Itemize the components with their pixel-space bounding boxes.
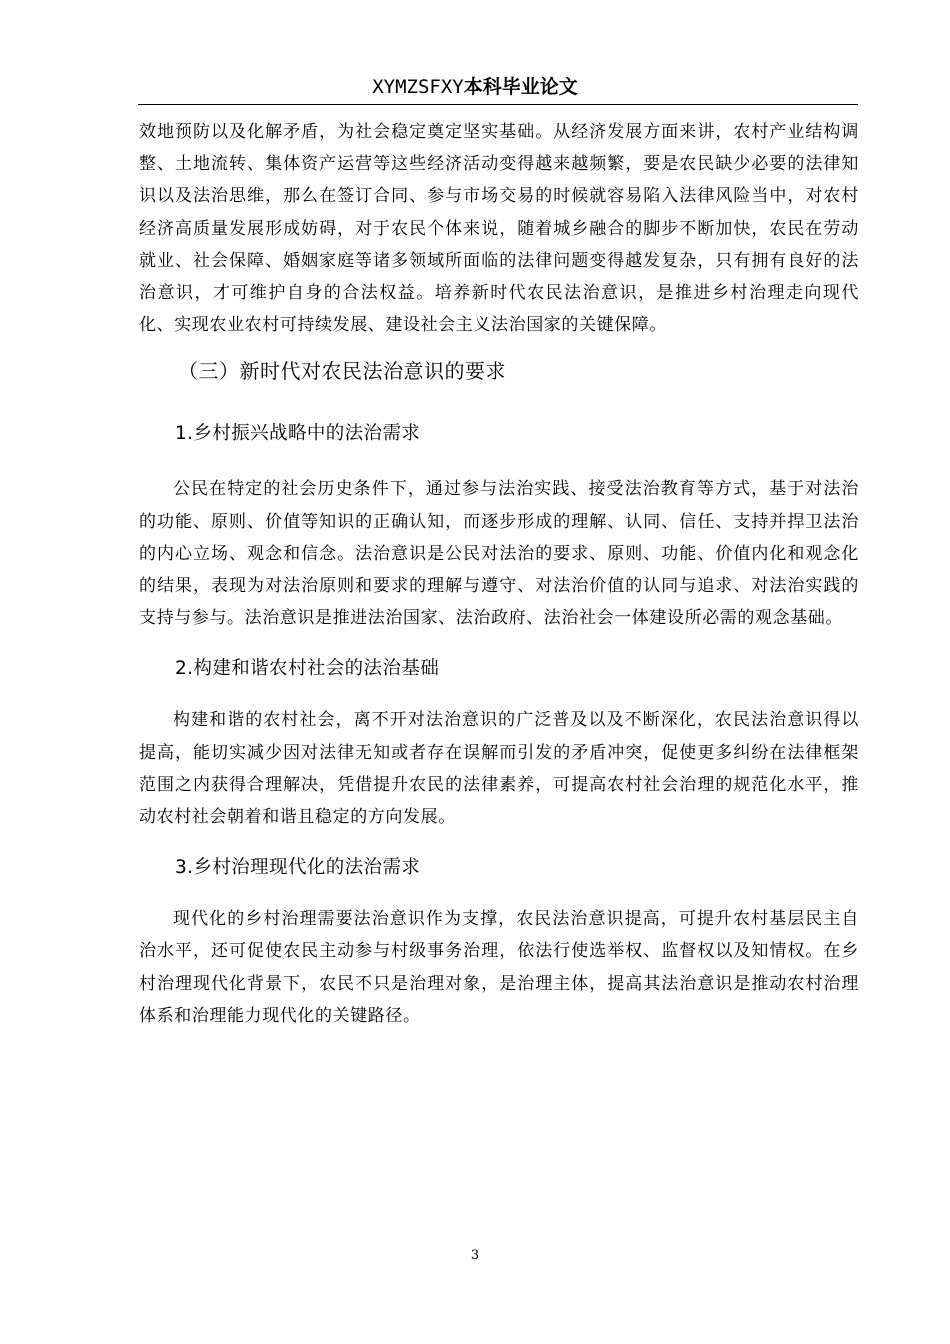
subsection-paragraph-3: 现代化的乡村治理需要法治意识作为支撑，农民法治意识提高，可提升农村基层民主自治水平，还可促使农民主动参与村级事务治理，依法行使选举权、监督权以及知情权。在乡村治理现代化背景下，农民不只是治理对象，是治理主体，提高其法治意识是推动农村治理体系和治理能力现代化的关键路径。 bbox=[139, 909, 859, 1026]
header-code: XYMZSFXY bbox=[372, 76, 464, 98]
subsection-heading-2: 2.构建和谐农村社会的法治基础 bbox=[175, 658, 440, 680]
section-heading: （三）新时代对农民法治意识的要求 bbox=[178, 359, 506, 384]
page-content bbox=[139, 116, 859, 1032]
subsection-heading-1: 1.乡村振兴战略中的法治需求 bbox=[175, 423, 421, 445]
page-header bbox=[0, 72, 950, 101]
intro-paragraph: 效地预防以及化解矛盾，为社会稳定奠定坚实基础。从经济发展方面来讲，农村产业结构调整、土地流转、集体资产运营等这些经济活动变得越来越频繁，要是农民缺少必要的法律知识以及法治思维，那么在签订合同、参与市场交易的时候就容易陷入法律风险当中，对农村经济高质量发展形成妨碍，对于农民个体来说，随着城乡融合的脚步不断加快，农民在劳动就业、社会保障、婚姻家庭等诸多领域所面临的法律问题变得越发复杂，只有拥有良好的法治意识，才可维护自身的合法权益。培养新时代农民法治意识，是推进乡村治理走向现代化、实现农业农村可持续发展、建设社会主义法治国家的关键保障。 bbox=[139, 122, 859, 336]
subsection-heading-3: 3.乡村治理现代化的法治需求 bbox=[175, 857, 421, 879]
page-number: 3 bbox=[470, 1248, 480, 1263]
subsection-paragraph-2: 构建和谐的农村社会，离不开对法治意识的广泛普及以及不断深化，农民法治意识得以提高，能切实减少因对法律无知或者存在误解而引发的矛盾冲突，促使更多纠纷在法律框架范围之内获得合理解决，凭借提升农民的法律素养，可提高农村社会治理的规范化水平，推动农村社会朝着和谐且稳定的方向发展。 bbox=[139, 710, 859, 828]
header-title: 本科毕业论文 bbox=[463, 76, 578, 98]
header-divider bbox=[138, 104, 858, 105]
subsection-paragraph-1: 公民在特定的社会历史条件下，通过参与法治实践、接受法治教育等方式，基于对法治的功能、原则、价值等知识的正确认知，而逐步形成的理解、认同、信任、支持并捍卫法治的内心立场、观念和信念。法治意识是公民对法治的要求、原则、功能、价值内化和观念化的结果，表现为对法治原则和要求的理解与遵守、对法治价值的认同与追求、对法治实践的支持与参与。法治意识是推进法治国家、法治政府、法治社会一体建设所必需的观念基础。 bbox=[139, 479, 859, 629]
